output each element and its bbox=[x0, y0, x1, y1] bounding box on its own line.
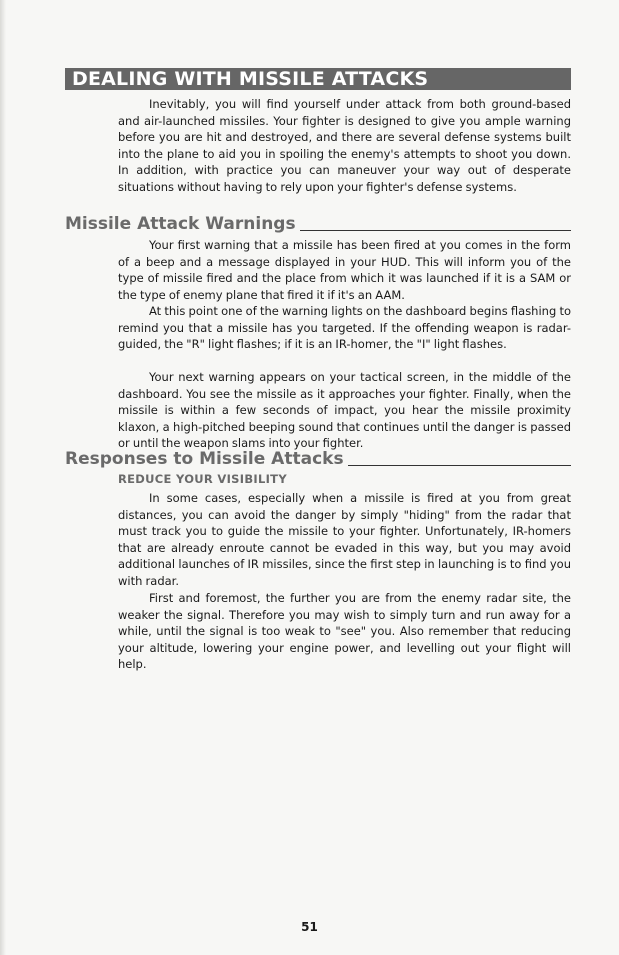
intro-paragraph: Inevitably, you will find yourself under attack from both ground-based and air-launched missiles. Your fighter is designed to give you ample warning before you are hit and destroyed, and there are several defense systems built into the plane to aid you in spoiling the enemy's attempts to shoot you down. In addition, with practice you can maneuver your way out of desperate situations without having to rely upon your fighter's defense systems. bbox=[118, 97, 571, 194]
warnings-paragraph-1: Your first warning that a missile has been fired at you comes in the form of a beep and a message displayed in your HUD. This will inform you of the type of missile fired and the place from which it was launched if it is a SAM or the type of enemy plane that fired it if it's an AAM. bbox=[118, 238, 571, 302]
page-edge bbox=[0, 0, 6, 955]
heading-rule bbox=[348, 465, 571, 466]
warnings-paragraph-2: At this point one of the warning lights on the dashboard begins flashing to remind you that a missile has you targeted. If the offending weapon is radar-guided, the "R" light flashes; if it is an IR-homer, the "I" light flashes. bbox=[118, 304, 571, 351]
heading-rule bbox=[300, 230, 571, 231]
responses-paragraph-2: First and foremost, the further you are from the enemy radar site, the weaker the signal. Therefore you may wish to simply turn and run away for a while, until the signal is too weak to "see" you. Also remember that reducing your altitude, lowering your engine power, and levelling out your flight will help. bbox=[118, 591, 571, 671]
section-heading-warnings bbox=[65, 212, 571, 234]
section-heading-responses bbox=[65, 447, 571, 469]
responses-paragraph-1: In some cases, especially when a missile is fired at you from great distances, you can avoid the danger by simply "hiding" from the radar that must track you to guide the missile to your fighter. Unfortunately, IR-homers that are already enroute cannot be evaded in this way, but you may avoid additional launches of IR missiles, since the first step in launching is to find you with radar. bbox=[118, 491, 571, 588]
chapter-banner bbox=[65, 68, 571, 90]
warnings-paragraph-3: Your next warning appears on your tactical screen, in the middle of the dashboard. You see the missile as it approaches your fighter. Finally, when the missile is within a few seconds of impact, you hear the missile proximity klaxon, a high-pitched beeping sound that continues until the danger is passed or until the weapon slams into your fighter. bbox=[118, 370, 571, 450]
chapter-title: DEALING WITH MISSILE ATTACKS bbox=[72, 68, 429, 90]
section-heading-responses-text: Responses to Missile Attacks bbox=[65, 449, 344, 469]
subheading-reduce-visibility: REDUCE YOUR VISIBILITY bbox=[118, 472, 287, 486]
page-number: 51 bbox=[301, 920, 318, 934]
section-heading-warnings-text: Missile Attack Warnings bbox=[65, 214, 296, 234]
